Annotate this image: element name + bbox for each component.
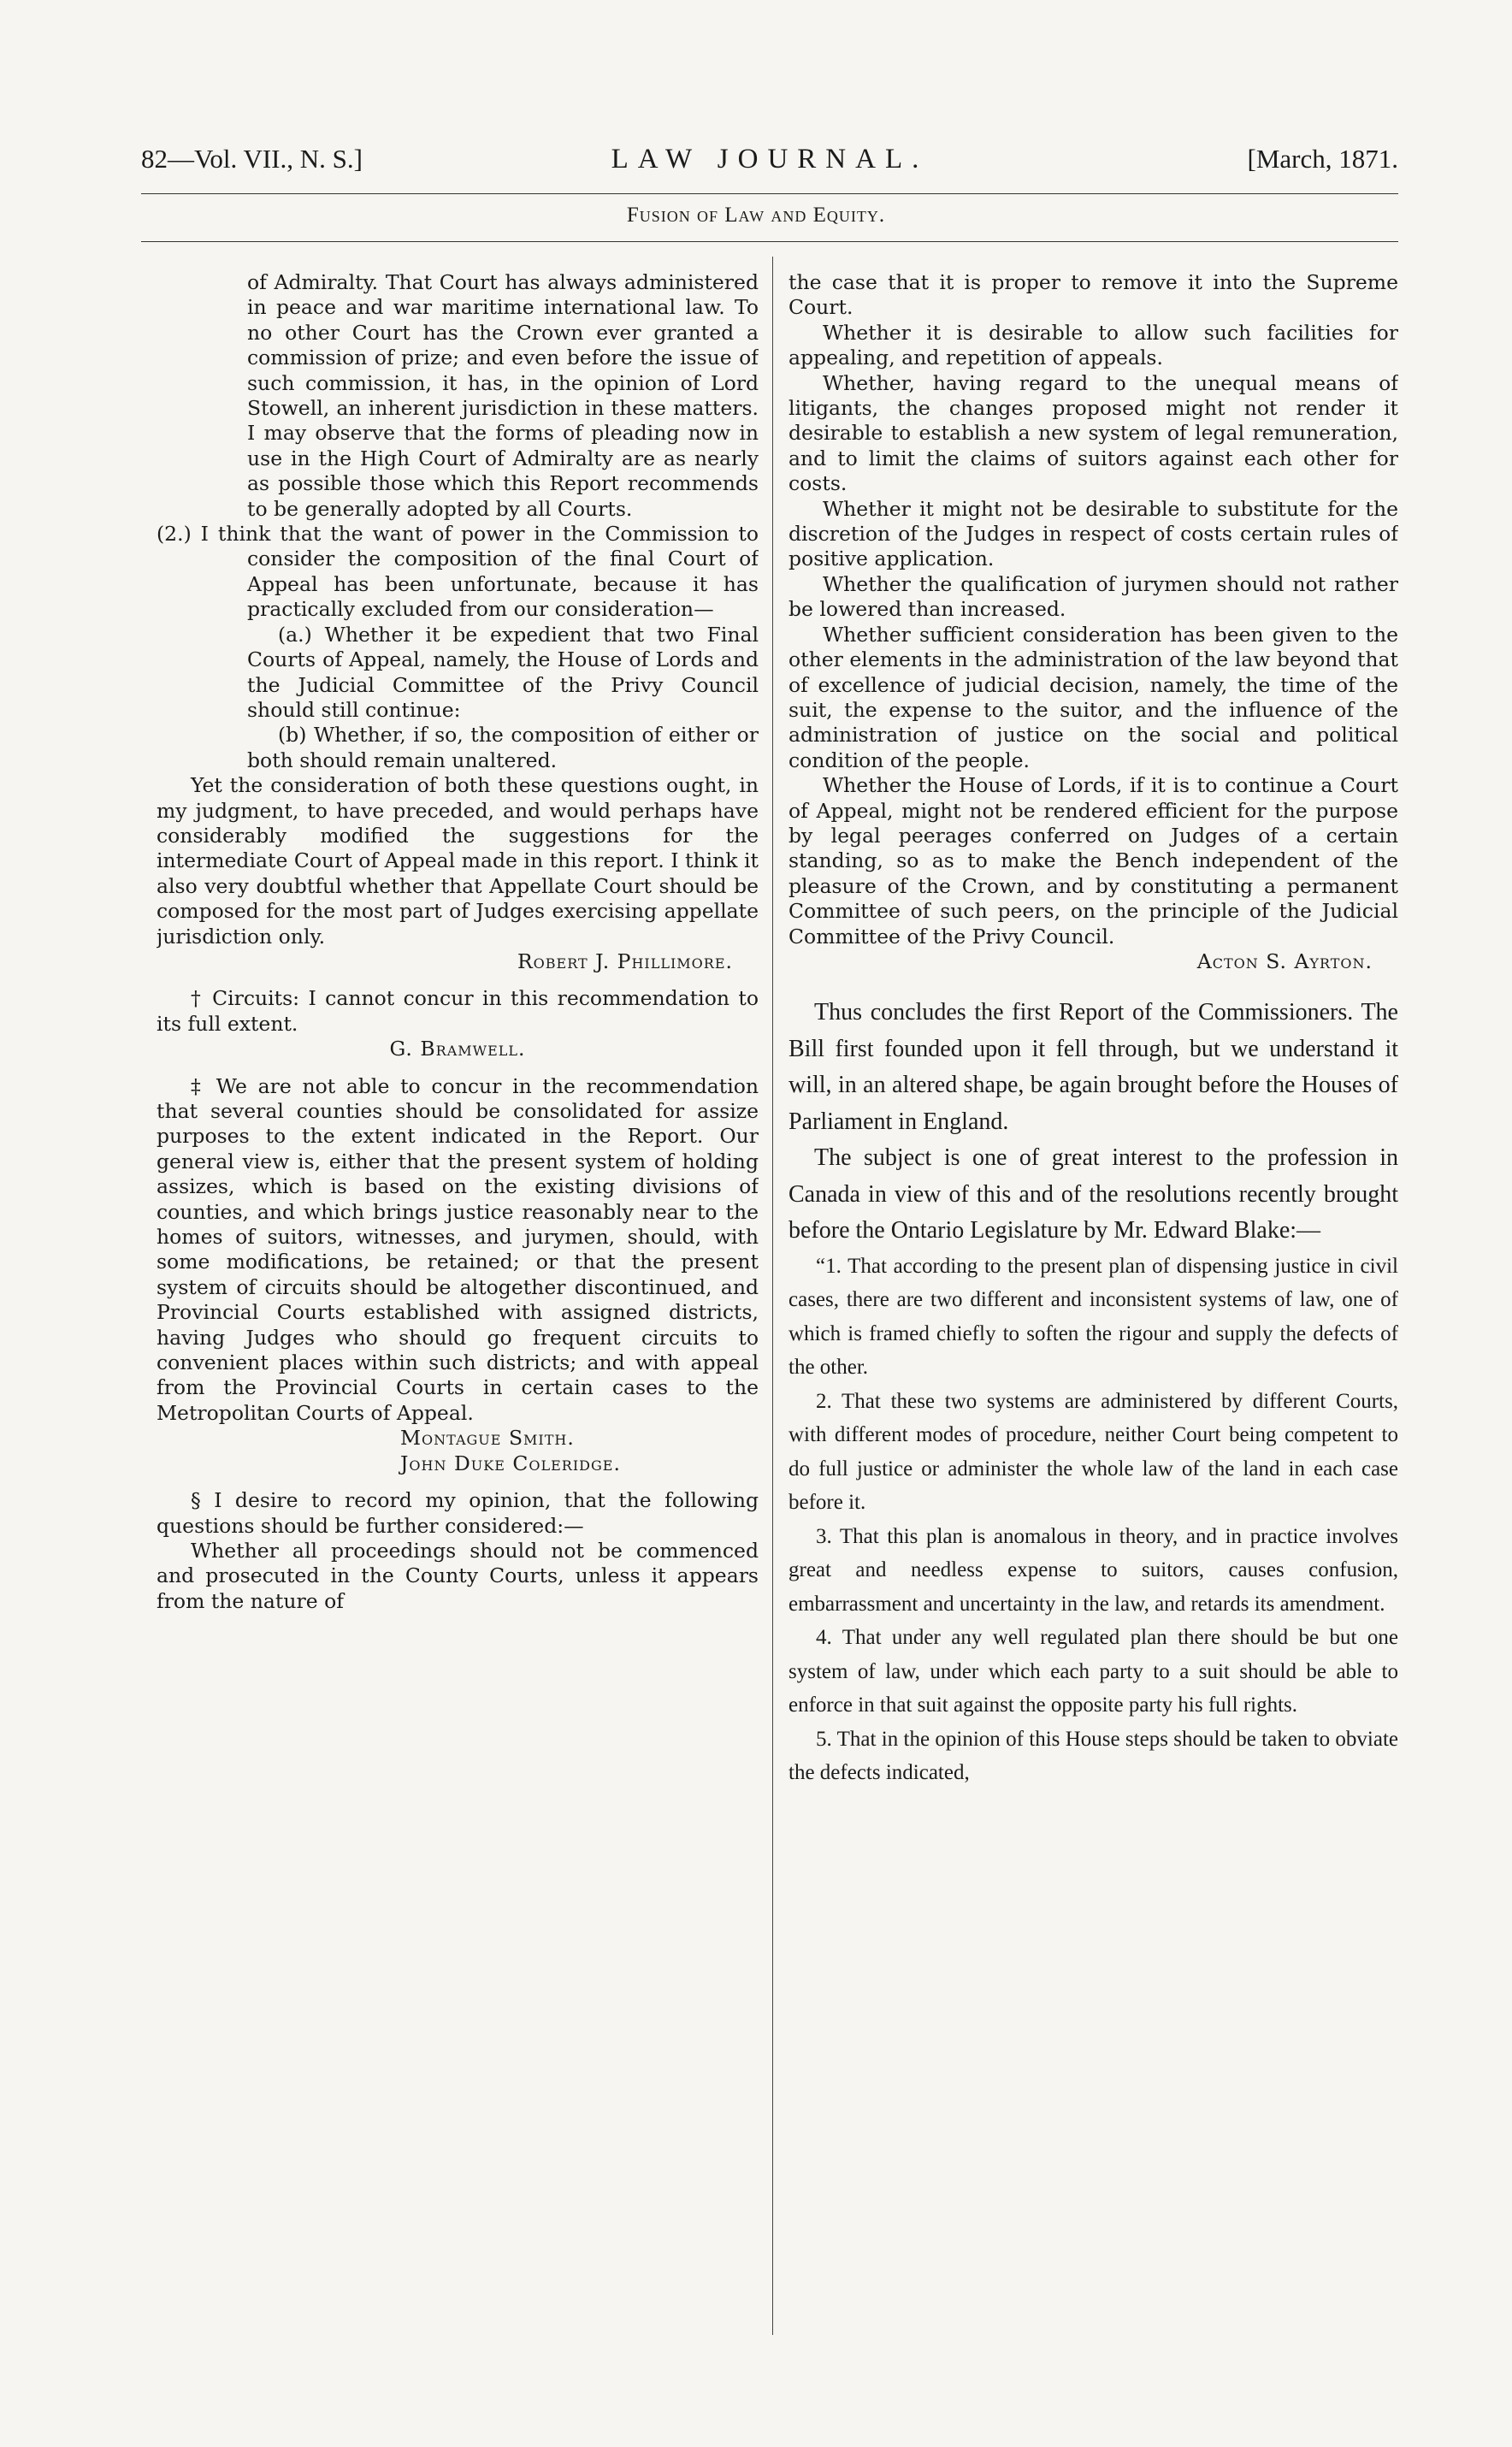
signature: John Duke Coleridge. xyxy=(400,1451,621,1475)
issue-date: [March, 1871. xyxy=(1247,144,1398,174)
footnote: § I desire to record my opinion, that the following questions should be further considered:— xyxy=(157,1488,759,1538)
section-rule xyxy=(141,241,1398,242)
resolution: “1. That according to the present plan of dispensing justice in civil cases, there are two different and inconsistent systems of law, one of which is framed chiefly to soften the rigour and supply the defects of the other. xyxy=(788,1254,1398,1380)
signature: Robert J. Phillimore. xyxy=(517,949,733,973)
column-divider xyxy=(772,257,773,2335)
signature: G. Bramwell. xyxy=(389,1037,526,1061)
paragraph: Whether the qualification of jurymen should not rather be lowered than increased. xyxy=(788,571,1398,622)
signature: Montague Smith. xyxy=(400,1426,575,1451)
footnote: ‡ We are not able to concur in the recommendation that several counties should be consolidated for assize purposes to the extent indicated in the Report. Our general view is, either that the present system of holding assizes, which is based on the existing divisions of counties, and which brings justice reasonably near to the homes of suitors, witnesses, and jurymen, should, with some modifications, be retained; or that the present system of circuits should be altogether discontinued, and Provincial Courts established with assigned districts, having Judges who should go frequent circuits to convenient places within such districts; and with appeal from the Provincial Courts in certain cases to the Metropolitan Courts of Appeal. xyxy=(157,1073,759,1425)
paragraph: Thus concludes the first Report of the Commissioners. The Bill first founded upon it fell through, but we understand it will, in an altered shape, be again brought before the Houses of Parliament in England. xyxy=(788,999,1398,1135)
journal-title: LAW JOURNAL. xyxy=(611,144,929,174)
right-column xyxy=(788,270,1398,2340)
resolution: 3. That this plan is anomalous in theory, and in practice involves great and needless expense to suitors, causes confusion, embarrassment and uncertainty in the law, and retards its amendment. xyxy=(788,1524,1398,1616)
list-item: (a.) Whether it be expedient that two Final Courts of Appeal, namely, the House of Lords and the Judicial Committee of the Privy Council should still continue: xyxy=(247,622,759,722)
paragraph: The subject is one of great interest to the profession in Canada in view of this and of the resolutions recently brought before the Ontario Legislature by Mr. Edward Blake:— xyxy=(788,1144,1398,1244)
header-rule xyxy=(141,193,1398,194)
list-item: (b) Whether, if so, the composition of either or both should remain unaltered. xyxy=(247,723,759,772)
paragraph: Whether it is desirable to allow such facilities for appealing, and repetition of appeals. xyxy=(788,320,1398,370)
paragraph: Whether all proceedings should not be commenced and prosecuted in the County Courts, unless it appears from the nature of xyxy=(157,1538,759,1613)
resolution: 4. That under any well regulated plan there should be but one system of law, under which each party to a suit should be able to enforce in that suit against the opposite party his full rights. xyxy=(788,1626,1398,1717)
running-header xyxy=(141,144,1398,183)
paragraph: the case that it is proper to remove it into the Supreme Court. xyxy=(788,270,1398,320)
paragraph: Yet the consideration of both these questions ought, in my judgment, to have preceded, and would perhaps have considerably modified the suggestions for the intermediate Court of Appeal made in this report. I think it also very doubtful whether that Appellate Court should be composed for the most part of Judges exercising appellate jurisdiction only. xyxy=(157,773,759,949)
paragraph: Whether, having regard to the unequal means of litigants, the changes proposed might not render it desirable to establish a new system of legal remuneration, and to limit the claims of suitors against each other for costs. xyxy=(788,370,1398,496)
left-column xyxy=(157,270,759,2340)
paragraph: Whether sufficient consideration has been given to the other elements in the administration of the law beyond that of excellence of judicial decision, namely, the time of the suit, the expense to the suitor, and the influence of the administration of justice on the social and political condition of the people. xyxy=(788,622,1398,772)
section-title: Fusion of Law and Equity. xyxy=(626,204,886,227)
paragraph: Whether it might not be desirable to substitute for the discretion of the Judges in respect of costs certain rules of positive application. xyxy=(788,496,1398,571)
footnote: † Circuits: I cannot concur in this recommendation to its full extent. xyxy=(157,986,759,1036)
signature: Acton S. Ayrton. xyxy=(1196,949,1373,973)
paragraph: Whether the House of Lords, if it is to continue a Court of Appeal, might not be rendered efficient for the purpose by legal peerages conferred on Judges of a certain standing, so as to make the Bench independent of the pleasure of the Crown, and by constituting a permanent Committee of such peers, on the principle of the Judicial Committee of the Privy Council. xyxy=(788,773,1398,949)
paragraph: (2.) I think that the want of power in the Commission to consider the composition of the final Court of Appeal has been unfortunate, because it has practically excluded from our consideration— xyxy=(157,522,759,622)
paragraph: of Admiralty. That Court has always administered in peace and war maritime international law. To no other Court has the Crown ever granted a commission of prize; and even before the issue of such commission, it has, in the opinion of Lord Stowell, an inherent jurisdiction in these matters. I may observe that the forms of pleading now in use in the High Court of Admiralty are as nearly as possible those which this Report recommends to be generally adopted by all Courts. xyxy=(247,270,759,521)
resolution: 2. That these two systems are administered by different Courts, with different modes of procedure, neither Court being competent to do full justice or administer the whole law of the land in each case before it. xyxy=(788,1389,1398,1515)
page-number-volume: 82—Vol. VII., N. S.] xyxy=(141,144,363,174)
resolution: 5. That in the opinion of this House steps should be taken to obviate the defects indicated, xyxy=(788,1727,1398,1785)
